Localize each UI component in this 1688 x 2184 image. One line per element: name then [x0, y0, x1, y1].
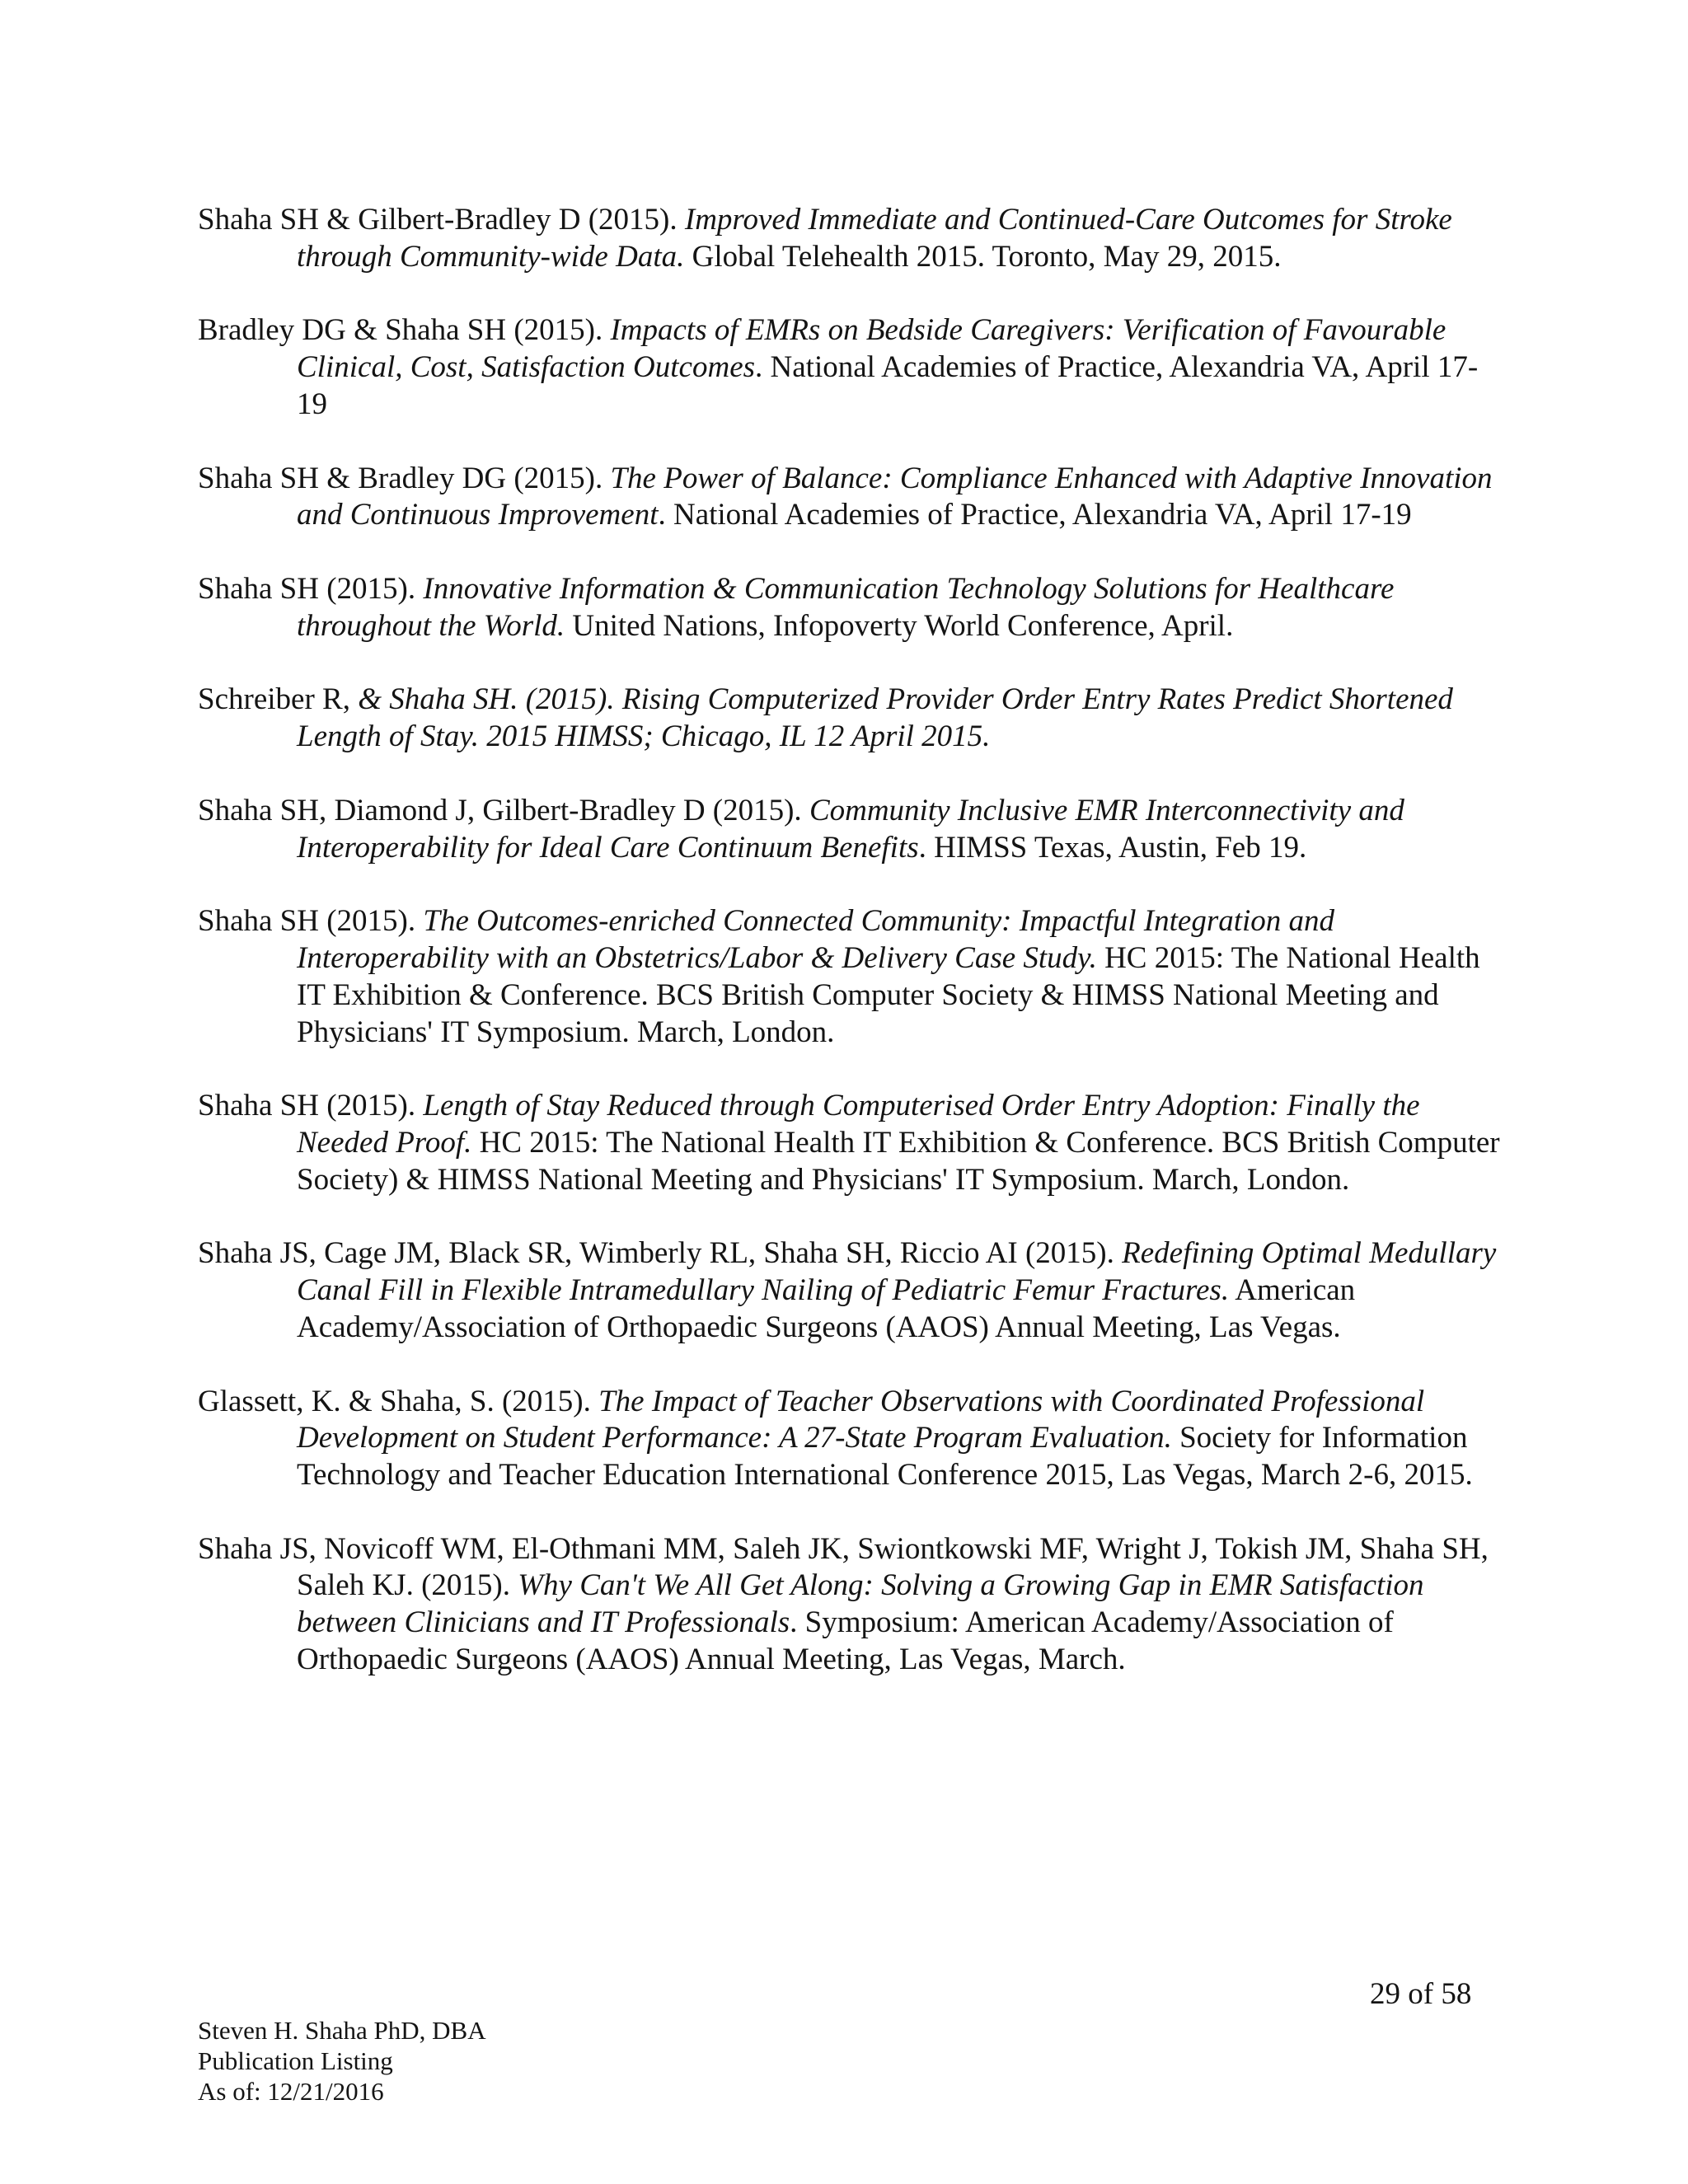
reference-entry [198, 312, 1500, 423]
page-footer [198, 2015, 486, 2107]
footer-date: As of: 12/21/2016 [198, 2077, 384, 2106]
reference-venue: Global Telehealth 2015. Toronto, May 29, 2015. [684, 239, 1282, 274]
reference-venue: HC 2015: The National Health IT Exhibition & Conference. BCS British Computer Society) & HIMSS National Meeting and Physicians' IT Symposium. March, London. [297, 1125, 1500, 1197]
reference-authors: Shaha JS, Cage JM, Black SR, Wimberly RL, Shaha SH, Riccio AI (2015). [198, 1236, 1123, 1271]
reference-title: Why Can't We All Get Along: Solving a Growing Gap in EMR Satisfaction between Clinicians and IT Professionals [297, 1568, 1424, 1640]
reference-title: The Impact of Teacher Observations with Coordinated Professional Development on Student Performance: A 27-State Program Evaluation. [297, 1384, 1425, 1455]
reference-title: Improved Immediate and Continued-Care Outcomes for Stroke through Community-wide Data. [297, 203, 1452, 274]
reference-authors: Shaha SH & Gilbert-Bradley D (2015). [198, 203, 685, 237]
reference-entry [198, 571, 1500, 645]
reference-venue: . Symposium: American Academy/Association of Orthopaedic Surgeons (AAOS) Annual Meeting, Las Vegas, March. [297, 1605, 1394, 1677]
reference-title: Impacts of EMRs on Bedside Caregivers: Verification of Favourable Clinical, Cost, Satisfaction Outcomes [297, 313, 1447, 385]
reference-venue: HC 2015: The National Health IT Exhibition & Conference. BCS British Computer Society & HIMSS National Meeting and Physicians' IT Symposium. March, London. [297, 940, 1480, 1049]
footer-author: Steven H. Shaha PhD, DBA [198, 2016, 486, 2045]
reference-authors: Bradley DG & Shaha SH (2015). [198, 313, 611, 348]
reference-venue: United Nations, Infopoverty World Conference, April. [565, 608, 1234, 643]
reference-entry [198, 1531, 1500, 1679]
reference-entry [198, 461, 1500, 535]
reference-title: The Outcomes-enriched Connected Community: Impactful Integration and Interoperability with an Obstetrics/Labor & Delivery Case Study. [297, 904, 1335, 975]
reference-entry [198, 682, 1500, 756]
reference-authors: Shaha SH, Diamond J, Gilbert-Bradley D (2015). [198, 793, 809, 827]
reference-list [198, 202, 1500, 1716]
reference-entry [198, 903, 1500, 1051]
reference-venue: . HIMSS Texas, Austin, Feb 19. [918, 830, 1307, 865]
reference-entry [198, 202, 1500, 276]
reference-authors: Shaha SH & Bradley DG (2015). [198, 461, 611, 495]
reference-entry [198, 793, 1500, 867]
reference-title: Redefining Optimal Medullary Canal Fill in Flexible Intramedullary Nailing of Pediatric Femur Fractures. [297, 1236, 1497, 1308]
reference-title: & Shaha SH. (2015). Rising Computerized Provider Order Entry Rates Predict Shortened Length of Stay. 2015 HIMSS; Chicago, IL 12 April 2015. [297, 682, 1453, 754]
reference-authors: Shaha SH (2015). [198, 904, 424, 939]
reference-authors: Shaha JS, Novicoff WM, El-Othmani MM, Saleh JK, Swiontkowski MF, Wright J, Tokish JM, Shaha SH, Saleh KJ. (2015). [198, 1531, 1489, 1603]
reference-venue: . National Academies of Practice, Alexandria VA, April 17-19 [297, 350, 1479, 421]
reference-authors: Schreiber R, [198, 682, 359, 717]
reference-title: Community Inclusive EMR Interconnectivity and Interoperability for Ideal Care Continuum Benefits [297, 793, 1404, 865]
reference-venue: American Academy/Association of Orthopaedic Surgeons (AAOS) Annual Meeting, Las Vegas. [297, 1273, 1356, 1344]
reference-title: The Power of Balance: Compliance Enhanced with Adaptive Innovation and Continuous Improvement [297, 461, 1493, 532]
reference-entry [198, 1384, 1500, 1494]
reference-title: Length of Stay Reduced through Computerised Order Entry Adoption: Finally the Needed Proof. [297, 1089, 1420, 1160]
reference-venue: . National Academies of Practice, Alexandria VA, April 17-19 [658, 498, 1412, 532]
reference-title: Innovative Information & Communication Technology Solutions for Healthcare throughout the World. [297, 571, 1395, 643]
reference-authors: Shaha SH (2015). [198, 1089, 424, 1123]
page-number: 29 of 58 [1370, 1977, 1472, 2011]
reference-entry [198, 1088, 1500, 1198]
footer-doc-title: Publication Listing [198, 2046, 393, 2075]
reference-venue: Society for Information Technology and Teacher Education International Conference 2015, Las Vegas, March 2-6, 2015. [297, 1421, 1473, 1493]
reference-authors: Glassett, K. & Shaha, S. (2015). [198, 1384, 599, 1418]
reference-entry [198, 1235, 1500, 1346]
reference-authors: Shaha SH (2015). [198, 571, 424, 606]
